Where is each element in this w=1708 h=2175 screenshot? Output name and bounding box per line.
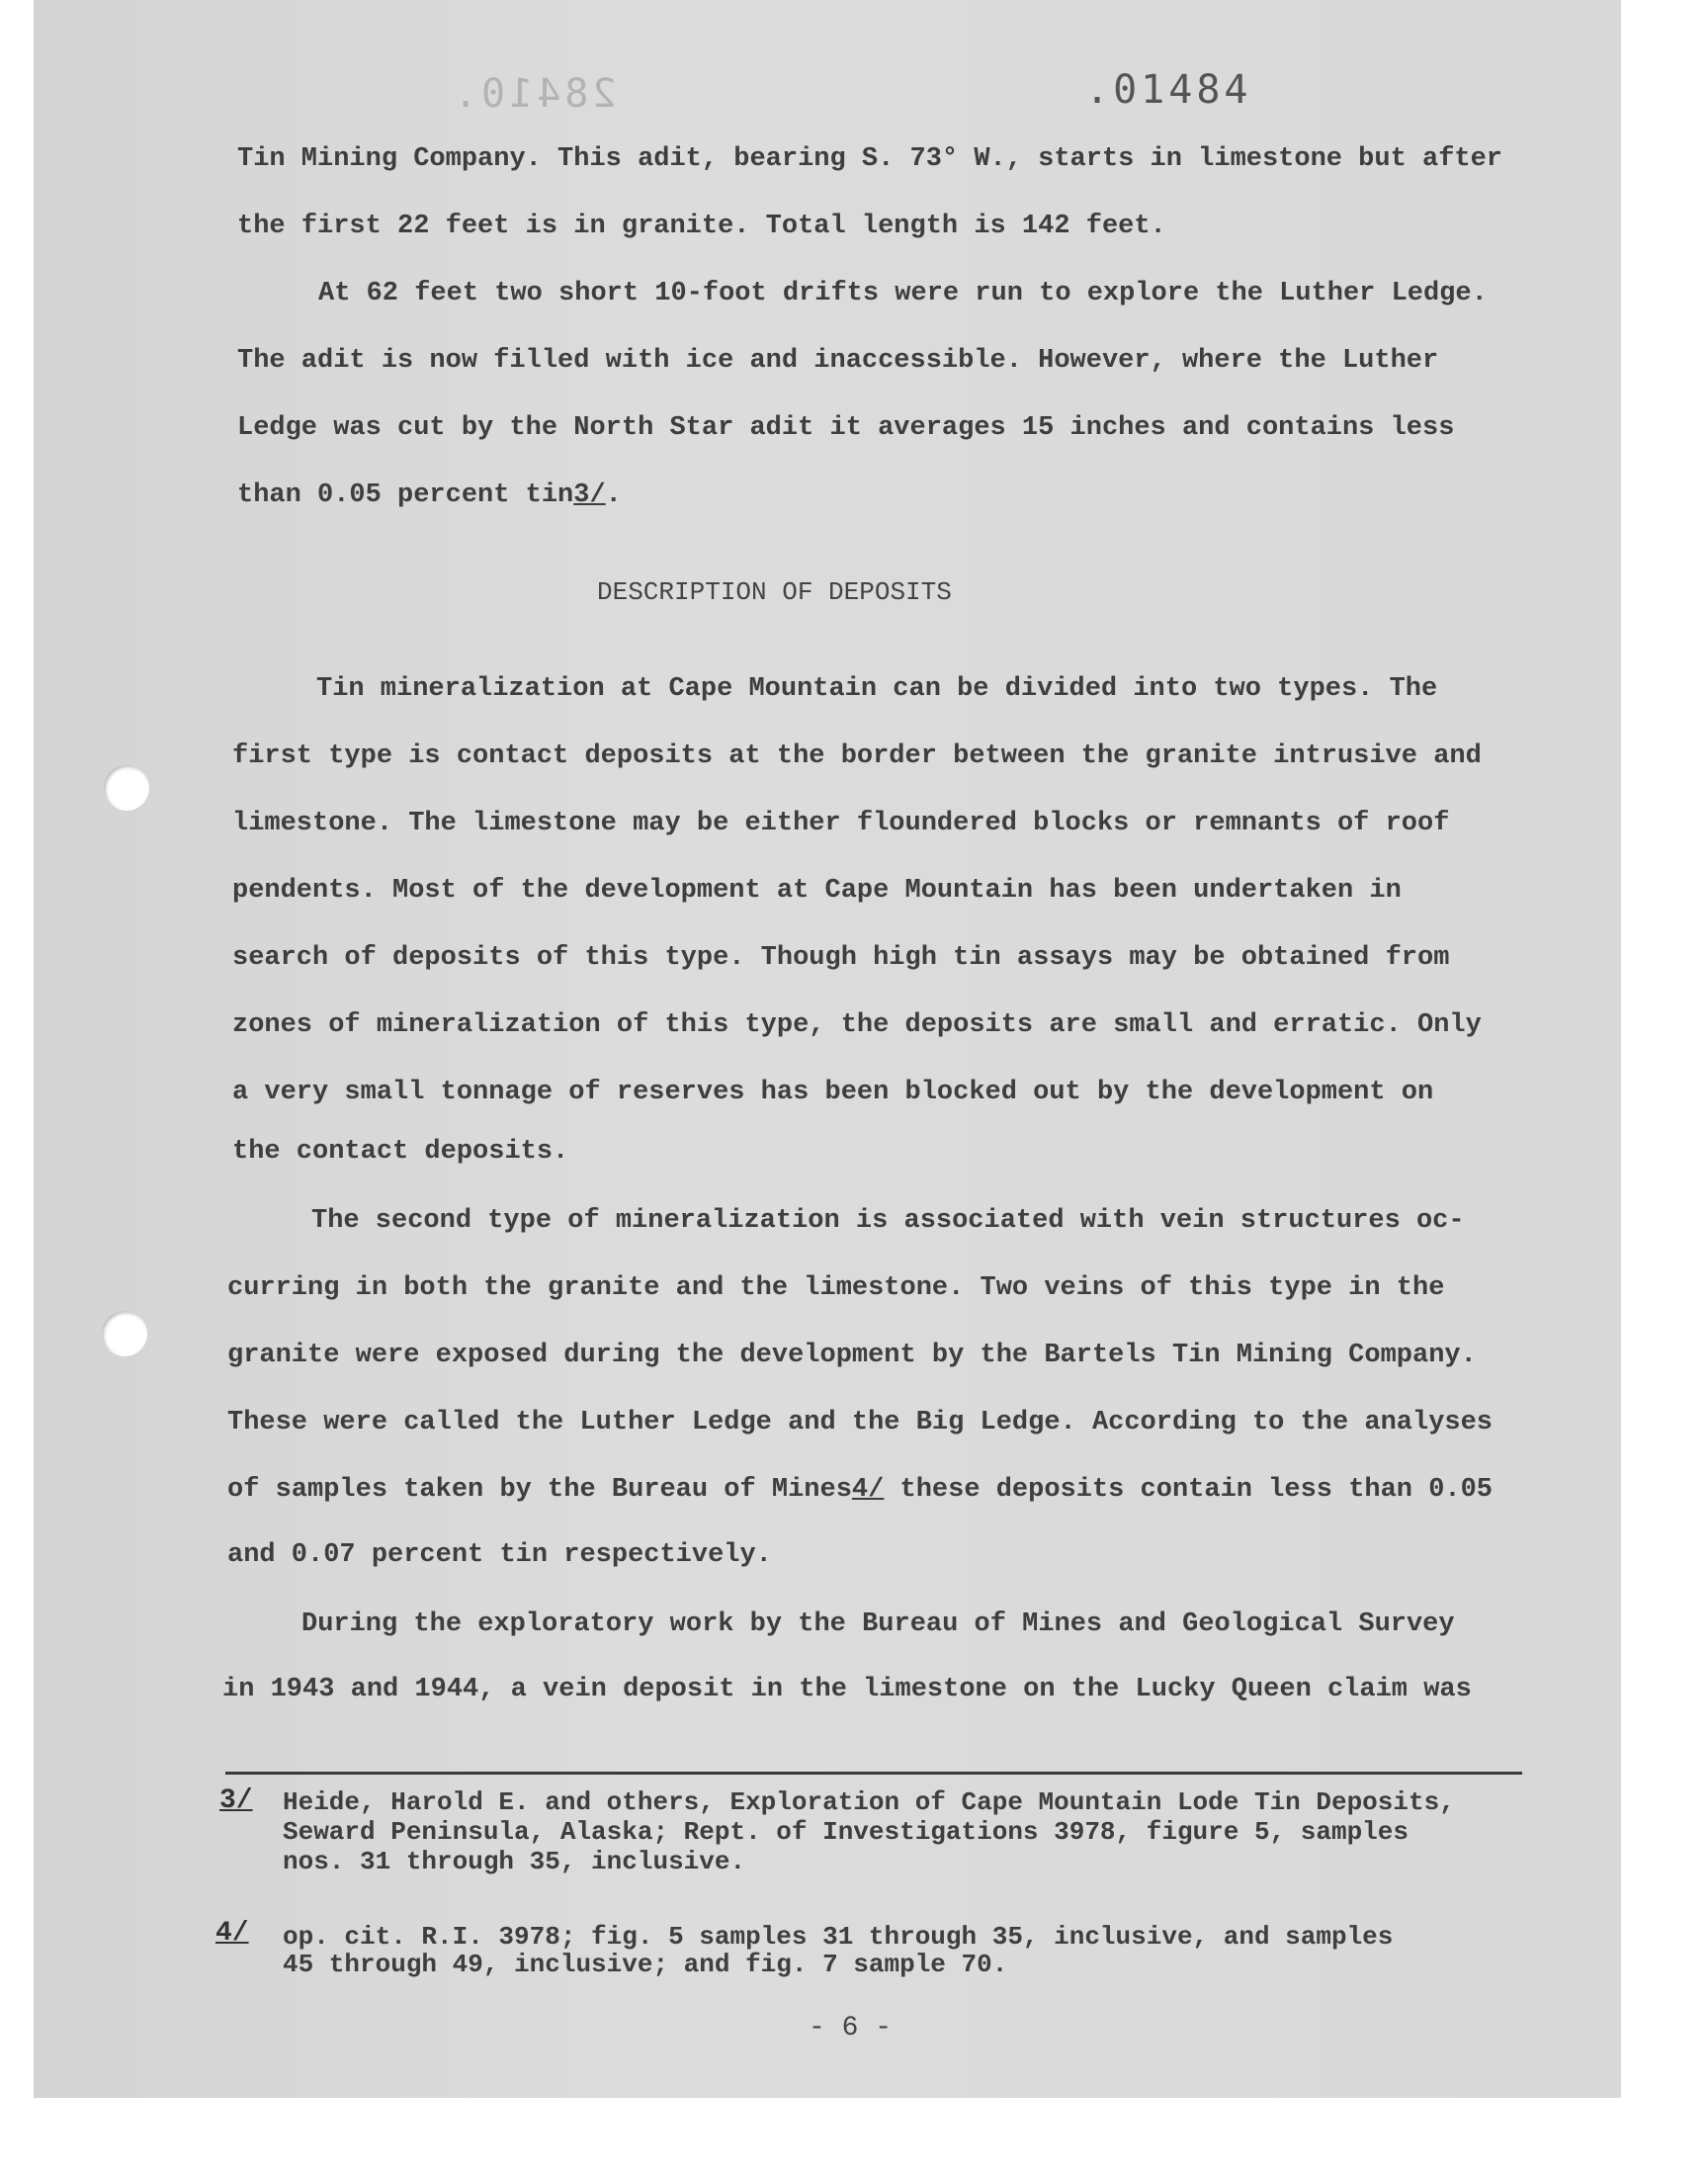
body-line: and 0.07 percent tin respectively. xyxy=(227,1540,772,1570)
punch-hole xyxy=(104,765,149,811)
body-line: curring in both the granite and the limestone. Two veins of this type in the xyxy=(227,1273,1445,1303)
footnote-mark: 4/ xyxy=(215,1918,249,1949)
footnote-line: op. cit. R.I. 3978; fig. 5 samples 31 through 35, inclusive, and samples xyxy=(283,1922,1394,1952)
body-line: pendents. Most of the development at Cape Mountain has been undertaken in xyxy=(232,876,1402,906)
body-line: a very small tonnage of reserves has been blocked out by the development on xyxy=(232,1078,1434,1107)
body-line: first type is contact deposits at the border between the granite intrusive and xyxy=(232,741,1482,771)
section-heading: DESCRIPTION OF DEPOSITS xyxy=(597,577,952,607)
body-line: Tin Mining Company. This adit, bearing S. 73° W., starts in limestone but after xyxy=(237,144,1503,174)
text-run: than 0.05 percent tin xyxy=(237,480,574,510)
footnote-ref: 4/ xyxy=(851,1475,885,1505)
body-line: The adit is now filled with ice and inaccessible. However, where the Luther xyxy=(237,346,1439,376)
body-line: in 1943 and 1944, a vein deposit in the limestone on the Lucky Queen claim was xyxy=(222,1675,1472,1704)
punch-hole xyxy=(102,1311,147,1356)
stamp-bleedthrough: 28410. xyxy=(450,71,617,117)
document-page xyxy=(34,0,1621,2098)
body-line: Ledge was cut by the North Star adit it averages 15 inches and contains less xyxy=(237,413,1455,443)
footnote-line: Seward Peninsula, Alaska; Rept. of Investigations 3978, figure 5, samples xyxy=(283,1817,1409,1847)
body-line: limestone. The limestone may be either floundered blocks or remnants of roof xyxy=(232,809,1450,838)
text-run: . xyxy=(605,480,622,510)
body-line: These were called the Luther Ledge and the Big Ledge. According to the analyses xyxy=(227,1408,1494,1437)
body-line xyxy=(237,480,622,510)
text-run: these deposits contain less than 0.05 xyxy=(884,1475,1494,1505)
body-line: At 62 feet two short 10-foot drifts were run to explore the Luther Ledge. xyxy=(318,279,1488,308)
footnote-mark: 3/ xyxy=(219,1785,253,1816)
document-stamp-number: .01484 xyxy=(1085,67,1252,113)
footnote-divider xyxy=(225,1772,1522,1775)
scan-margin xyxy=(0,2098,1708,2175)
text-run: of samples taken by the Bureau of Mines xyxy=(227,1475,852,1505)
body-line: the contact deposits. xyxy=(232,1137,569,1167)
footnote-line: nos. 31 through 35, inclusive. xyxy=(283,1847,746,1876)
body-line: The second type of mineralization is associated with vein structures oc- xyxy=(311,1206,1465,1236)
body-line: search of deposits of this type. Though high tin assays may be obtained from xyxy=(232,943,1450,973)
footnote-line: Heide, Harold E. and others, Exploration of Cape Mountain Lode Tin Deposits, xyxy=(283,1787,1455,1817)
body-line: During the exploratory work by the Bureau of Mines and Geological Survey xyxy=(301,1610,1455,1639)
page-number: - 6 - xyxy=(809,2013,893,2044)
body-line: the first 22 feet is in granite. Total length is 142 feet. xyxy=(237,212,1166,241)
body-line: Tin mineralization at Cape Mountain can be divided into two types. The xyxy=(316,674,1438,704)
footnote-ref: 3/ xyxy=(573,480,606,510)
body-line xyxy=(227,1475,1493,1505)
body-line: zones of mineralization of this type, the deposits are small and erratic. Only xyxy=(232,1010,1482,1040)
body-line: granite were exposed during the development by the Bartels Tin Mining Company. xyxy=(227,1341,1477,1370)
footnote-line: 45 through 49, inclusive; and fig. 7 sample 70. xyxy=(283,1950,1008,1979)
